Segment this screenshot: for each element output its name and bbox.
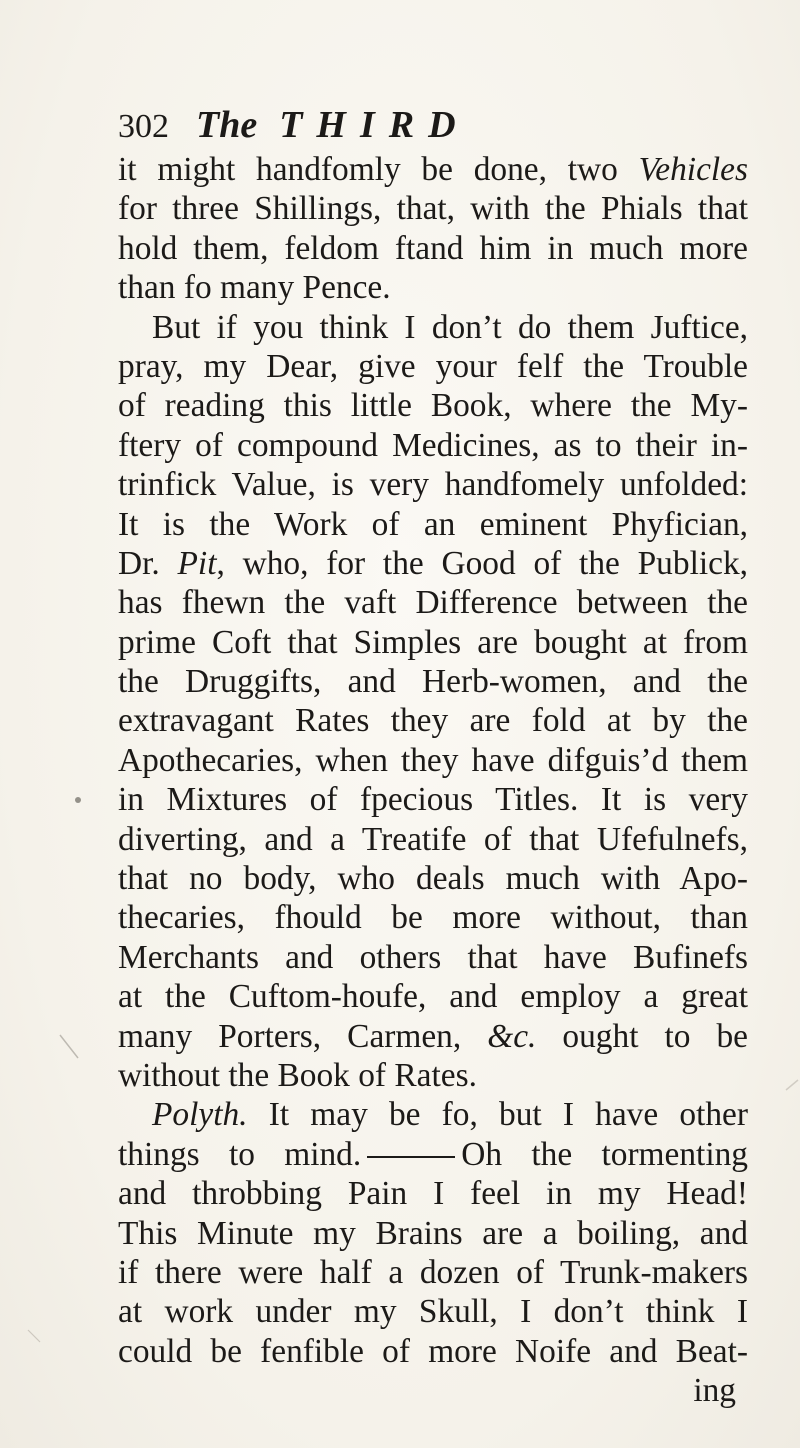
text-line-28: This Minute my Brains are a boiling, and <box>118 1214 748 1252</box>
text-line-8: ftery of compound Medicines, as to their in- <box>118 426 748 464</box>
body-text <box>118 150 748 1411</box>
text-line-29: if there were half a dozen of Trunk-makers <box>118 1253 748 1291</box>
text-line-26: things to mind. Oh the tormenting <box>118 1135 748 1173</box>
em-dash-rule <box>367 1156 455 1158</box>
text-line-4: than fo many Pence. <box>118 269 391 307</box>
text-line-24: without the Book of Rates. <box>118 1056 477 1094</box>
text-line-13: prime Coft that Simples are bought at from <box>118 623 748 661</box>
text-line-3: hold them, feldom ftand him in much more <box>118 229 748 267</box>
running-head <box>118 100 718 150</box>
text-line-27: and throbbing Pain I feel in my Head! <box>118 1175 748 1213</box>
running-head-title: THIRD <box>279 104 470 146</box>
page-number: 302 <box>118 108 169 145</box>
text-line-1: it might handfomly be done, two Vehicles <box>118 151 748 188</box>
text-line-21: Merchants and others that have Bufinefs <box>118 938 748 976</box>
text-line-17: in Mixtures of fpecious Titles. It is very <box>118 781 748 819</box>
text-line-11: Dr. Pit, who, for the Good of the Publick, <box>118 544 748 582</box>
text-line-12: has fhewn the vaft Difference between the <box>118 584 748 622</box>
text-line-14: the Druggifts, and Herb-women, and the <box>118 663 748 701</box>
text-line-10: It is the Work of an eminent Phyfician, <box>118 505 748 543</box>
text-line-6: pray, my Dear, give your felf the Trouble <box>118 347 748 385</box>
text-line-2: for three Shillings, that, with the Phials that <box>118 190 748 228</box>
text-line-23: many Porters, Carmen, &c. ought to be <box>118 1017 749 1055</box>
text-line-7: of reading this little Book, where the My- <box>118 387 748 425</box>
text-line-19: that no body, who deals much with Apo- <box>118 860 748 898</box>
text-line-15: extravagant Rates they are fold at by the <box>118 702 748 740</box>
text-line-30: at work under my Skull, I don’t think I <box>118 1293 748 1331</box>
speaker-name: Polyth. <box>152 1096 248 1134</box>
text-line-18: diverting, and a Treatife of that Ufefulnefs, <box>118 820 748 858</box>
text-line-31: could be fenfible of more Noife and Beat- <box>118 1332 748 1370</box>
text-line-16: Apothecaries, when they have difguis’d them <box>118 741 748 779</box>
catchword: ing <box>693 1372 736 1410</box>
text-line-20: thecaries, fhould be more without, than <box>118 899 748 937</box>
text-line-5: But if you think I don’t do them Juftice, <box>152 308 748 346</box>
text-line-22: at the Cuftom-houfe, and employ a great <box>118 978 748 1016</box>
text-line-25: Polyth. It may be fo, but I have other <box>152 1096 748 1134</box>
text-line-9: trinfick Value, is very handfomely unfolded: <box>118 466 748 504</box>
running-head-the: The <box>196 104 258 146</box>
